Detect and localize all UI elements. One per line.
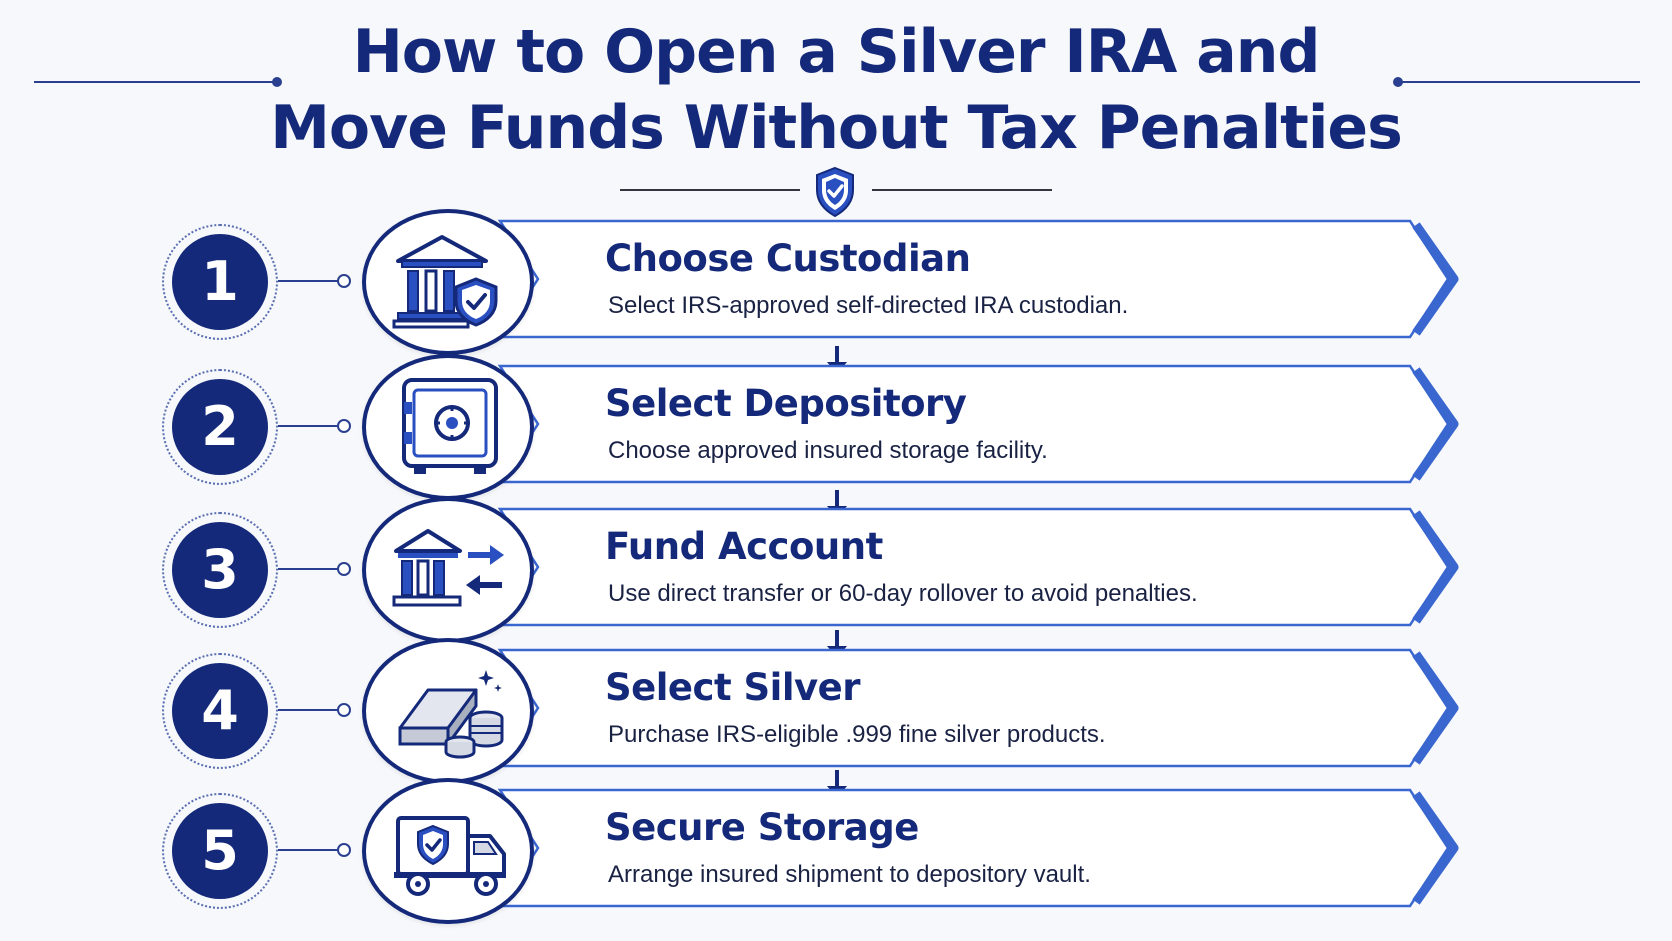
- step-title: Fund Account: [605, 525, 883, 568]
- step-number: 4: [172, 663, 268, 759]
- step-description: Arrange insured shipment to depository vault.: [608, 861, 1091, 888]
- secure-truck-icon: [390, 796, 510, 906]
- step-number: 5: [172, 803, 268, 899]
- step-number: 2: [172, 379, 268, 475]
- silver-bar-coins-icon: [390, 656, 510, 766]
- step-description: Choose approved insured storage facility.: [608, 437, 1048, 464]
- step-description: Select IRS-approved self-directed IRA custodian.: [608, 292, 1129, 319]
- step-4: [0, 638, 1672, 768]
- step-title: Choose Custodian: [605, 237, 971, 280]
- connector-line: [278, 425, 340, 427]
- connector-dot: [337, 562, 351, 576]
- step-3: [0, 497, 1672, 627]
- step-description: Purchase IRS-eligible .999 fine silver products.: [608, 721, 1106, 748]
- connector-line: [278, 849, 340, 851]
- connector-dot: [337, 843, 351, 857]
- connector-line: [278, 568, 340, 570]
- step-number: 1: [172, 234, 268, 330]
- bank-shield-icon: [390, 227, 510, 337]
- connector-line: [278, 709, 340, 711]
- title-line-2: Move Funds Without Tax Penalties: [270, 93, 1402, 163]
- page-title: [0, 14, 1672, 166]
- safe-vault-icon: [390, 372, 510, 482]
- step-1: [0, 209, 1672, 339]
- connector-line: [278, 280, 340, 282]
- step-title: Secure Storage: [605, 806, 919, 849]
- connector-dot: [337, 419, 351, 433]
- step-description: Use direct transfer or 60-day rollover to avoid penalties.: [608, 580, 1198, 607]
- step-2: [0, 354, 1672, 484]
- step-number: 3: [172, 522, 268, 618]
- bank-transfer-icon: [390, 515, 510, 625]
- step-title: Select Depository: [605, 382, 967, 425]
- title-line-1: How to Open a Silver IRA and: [352, 17, 1320, 87]
- connector-dot: [337, 274, 351, 288]
- connector-dot: [337, 703, 351, 717]
- step-title: Select Silver: [605, 666, 860, 709]
- step-5: [0, 778, 1672, 908]
